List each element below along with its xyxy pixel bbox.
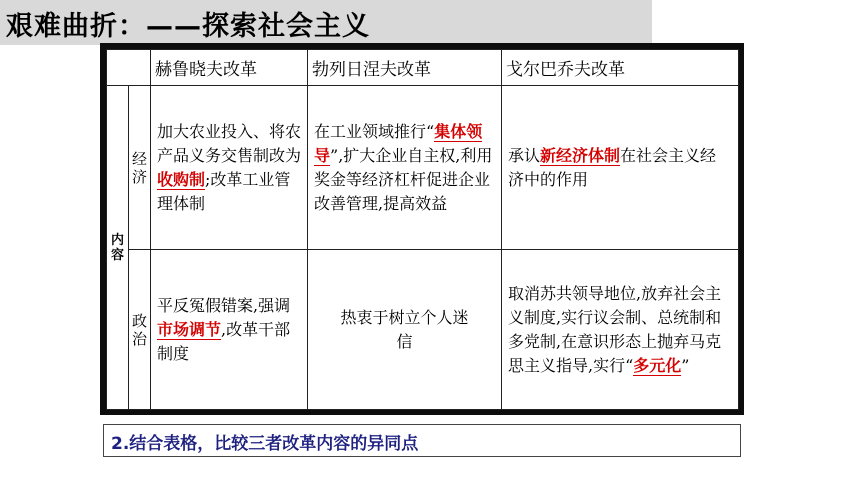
row-label-politics-text: 政治 bbox=[131, 311, 147, 348]
header-gorbachev: 戈尔巴乔夫改革 bbox=[502, 50, 739, 86]
highlight-keyword: 新经济体制 bbox=[540, 145, 621, 165]
cell-brezhnev-economy: 在工业领域推行“集体领导”,扩大企业自主权,利用奖金等经济杠杆促进企业改善管理,提高效益 bbox=[308, 86, 502, 250]
content-label bbox=[107, 86, 129, 410]
title-bar bbox=[0, 0, 652, 45]
highlight-keyword: 集体领导 bbox=[314, 121, 483, 165]
table-row bbox=[107, 86, 739, 250]
highlight-keyword: 多元化 bbox=[633, 355, 682, 375]
header-row bbox=[107, 50, 739, 86]
highlight-keyword: 市场调节 bbox=[157, 319, 222, 339]
cell-brezhnev-politics: 热衷于树立个人迷信 bbox=[308, 250, 502, 410]
slide-title: 艰难曲折：——探索社会主义 bbox=[6, 11, 370, 42]
question-text: 2.结合表格，比较三者改革内容的异同点 bbox=[111, 434, 419, 454]
row-label-economy-text: 经济 bbox=[131, 149, 147, 186]
row-label-economy bbox=[129, 86, 151, 250]
content-label-text: 内容 bbox=[110, 232, 124, 263]
row-label-politics bbox=[129, 250, 151, 410]
cell-gorbachev-economy: 承认新经济体制在社会主义经济中的作用 bbox=[502, 86, 739, 250]
cell-gorbachev-politics: 取消苏共领导地位,放弃社会主义制度,实行议会制、总统制和多党制,在意识形态上抛弃马克思主义指导,实行“多元化” bbox=[502, 250, 739, 410]
cell-khrushchev-politics: 平反冤假错案,强调市场调节,改革干部制度 bbox=[151, 250, 308, 410]
header-corner bbox=[107, 50, 151, 86]
header-brezhnev: 勃列日涅夫改革 bbox=[308, 50, 502, 86]
question-box bbox=[103, 424, 741, 457]
table-row bbox=[107, 250, 739, 410]
comparison-table bbox=[106, 49, 739, 410]
header-khrushchev: 赫鲁晓夫改革 bbox=[151, 50, 308, 86]
cell-khrushchev-economy: 加大农业投入、将农产品义务交售制改为收购制;改革工业管理体制 bbox=[151, 86, 308, 250]
highlight-keyword: 收购制 bbox=[157, 169, 206, 189]
